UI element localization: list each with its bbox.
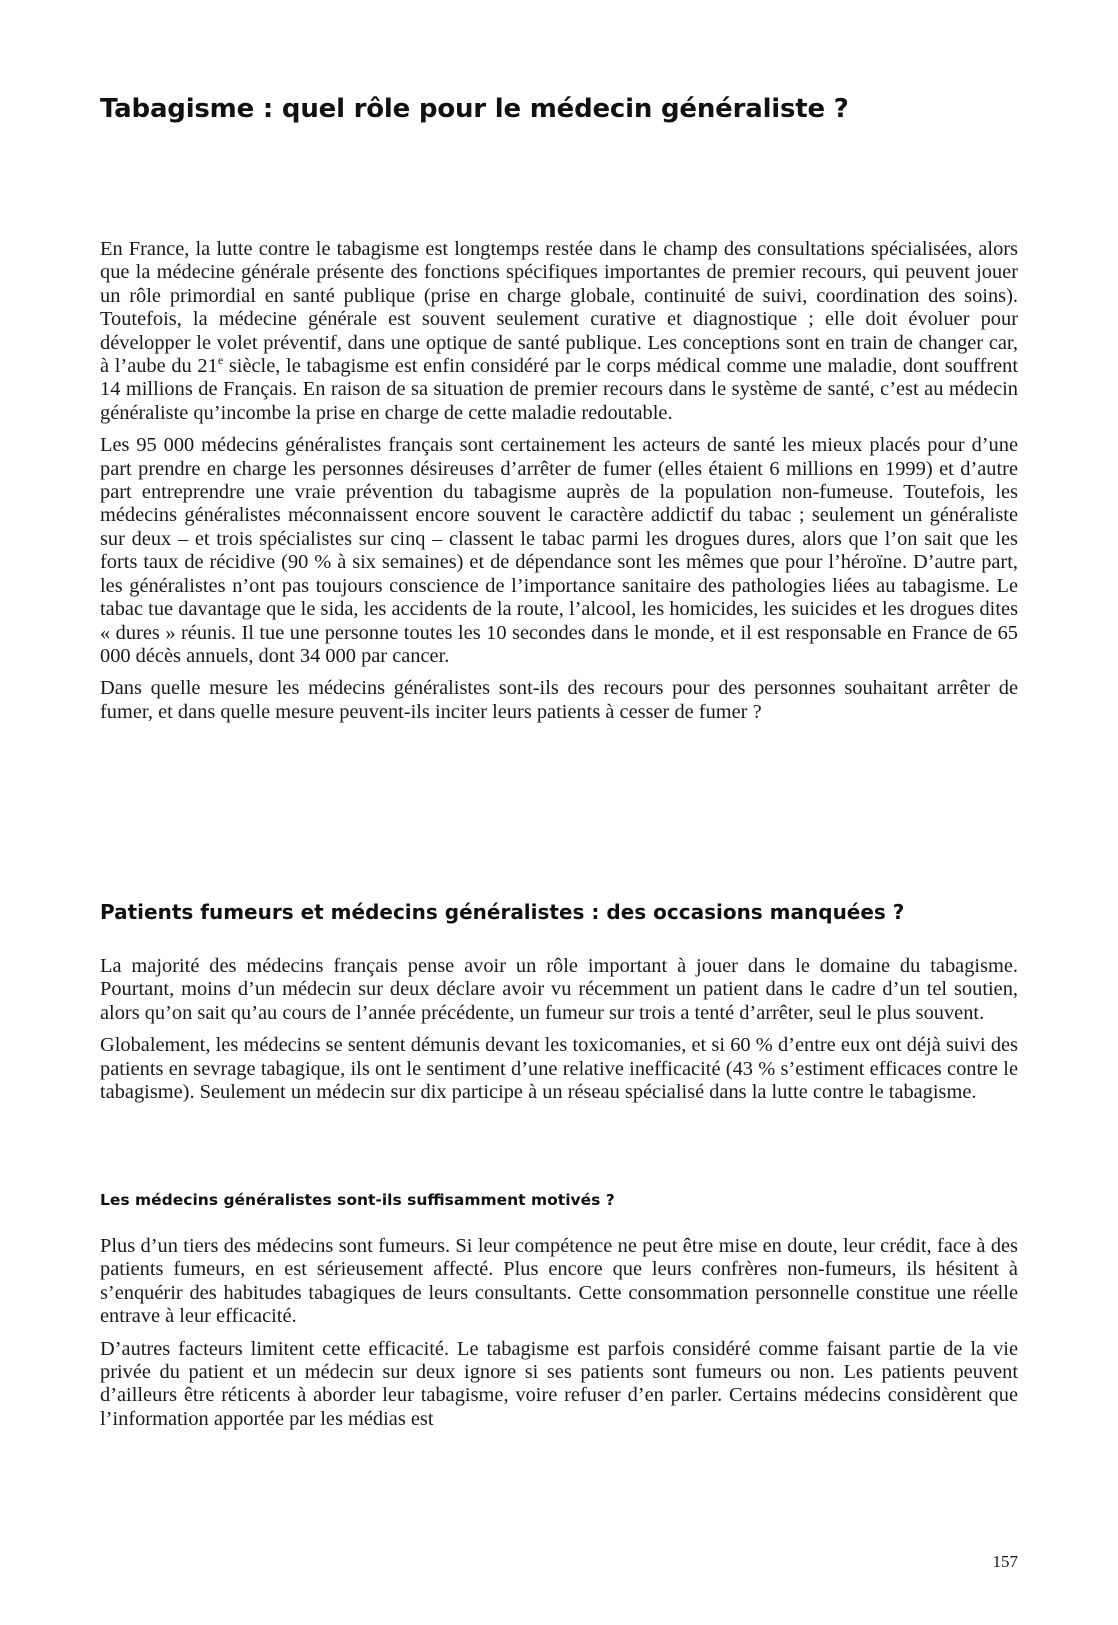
intro-section [100,238,1018,733]
intro-paragraph-1-part-b: siècle, le tabagisme est enfin considéré par le corps médical comme une maladie, dont souffrent 14 millions de Français. En raison de sa situation de premier recours dans le système de santé, c’est au médecin généraliste qu’incombe la prise en charge de cette maladie redoutable. [100,355,1018,424]
section-body [100,955,1018,1113]
page-title: Tabagisme : quel rôle pour le médecin généraliste ? [100,94,849,124]
intro-paragraph-2: Les 95 000 médecins généralistes français sont certainement les acteurs de santé les mieux placés pour d’une part prendre en charge les personnes désireuses d’arrêter de fumer (elles étaient 6 millions en 1999) et d’autre part entreprendre une vraie prévention du tabagisme auprès de la population non-fumeuse. Toutefois, les médecins généralistes méconnaissent encore souvent le caractère addictif du tabac ; seulement un généraliste sur deux – et trois spécialistes sur cinq – classent le tabac parmi les drogues dures, alors que l’on sait que les forts taux de récidive (90 % à six semaines) et de dépendance sont les mêmes que pour l’héroïne. D’autre part, les généralistes n’ont pas toujours conscience de l’importance sanitaire des pathologies liées au tabagisme. Le tabac tue davantage que le sida, les accidents de la route, l’alcool, les homicides, les suicides et les drogues dites « dures » réunis. Il tue une personne toutes les 10 secondes dans le monde, et il est responsable en France de 65 000 décès annuels, dont 34 000 par cancer. [100,434,1018,667]
section-paragraph-2: Globalement, les médecins se sentent démunis devant les toxicomanies, et si 60 % d’entre eux ont déjà suivi des patients en sevrage tabagique, ils ont le sentiment d’une relative inefficacité (43 % s’estiment efficaces contre le tabagisme). Seulement un médecin sur dix participe à un réseau spécialisé dans la lutte contre le tabagisme. [100,1034,1018,1104]
section-paragraph-1: La majorité des médecins français pense avoir un rôle important à jouer dans le domaine du tabagisme. Pourtant, moins d’un médecin sur deux déclare avoir vu récemment un patient dans le cadre d’un tel soutien, alors qu’on sait qu’au cours de l’année précédente, un fumeur sur trois a tenté d’arrêter, seul le plus souvent. [100,955,1018,1024]
intro-paragraph-1-part-a: En France, la lutte contre le tabagisme est longtemps restée dans le champ des consultations spécialisées, alors que la médecine générale présente des fonctions spécifiques importantes de premier recours, qui peuvent jouer un rôle primordial en santé publique (prise en charge globale, continuité de suivi, coordination des soins). Toutefois, la médecine générale est souvent seulement curative et diagnostique ; elle doit évoluer pour développer le volet préventif, dans une optique de santé publique. Les conceptions sont en train de changer car, à l’aube du 21 [100,238,1018,378]
intro-paragraph-1 [100,238,1018,425]
subsection-paragraph-2: D’autres facteurs limitent cette efficacité. Le tabagisme est parfois considéré comme faisant partie de la vie privée du patient et un médecin sur deux ignore si ses patients sont fumeurs ou non. Les patients peuvent d’ailleurs être réticents à aborder leur tabagisme, voire refuser d’en parler. Certains médecins considèrent que l’information apportée par les médias est [100,1337,1018,1430]
subsection-body [100,1235,1018,1440]
subsection-heading: Les médecins généralistes sont-ils suffisamment motivés ? [100,1191,615,1209]
section-heading: Patients fumeurs et médecins généralistes : des occasions manquées ? [100,900,905,924]
century-superscript: e [217,353,224,368]
intro-paragraph-3: Dans quelle mesure les médecins généralistes sont-ils des recours pour des personnes souhaitant arrêter de fumer, et dans quelle mesure peuvent-ils inciter leurs patients à cesser de fumer ? [100,677,1018,723]
page-number: 157 [992,1552,1018,1571]
subsection-paragraph-1: Plus d’un tiers des médecins sont fumeurs. Si leur compétence ne peut être mise en doute, leur crédit, face à des patients fumeurs, en est sérieusement affecté. Plus encore que leurs confrères non-fumeurs, ils hésitent à s’enquérir des habitudes tabagiques de leurs consultants. Cette consommation personnelle constitue une réelle entrave à leur efficacité. [100,1235,1018,1328]
